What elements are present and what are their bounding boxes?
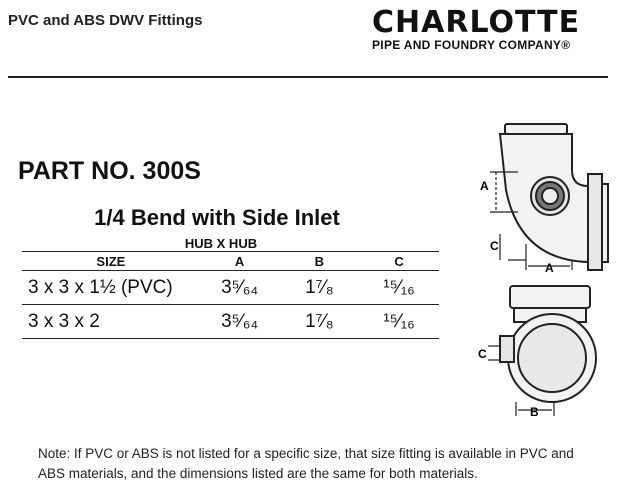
dim-label-a-horizontal: A [545,261,554,275]
hub-label: HUB X HUB [184,236,258,251]
cell-size: 3 x 3 x 1½ (PVC) [22,271,200,305]
dim-label-a-vertical: A [480,179,489,193]
cell-b: 1⁷⁄₈ [279,305,359,339]
fitting-title: 1/4 Bend with Side Inlet [94,205,340,230]
dim-label-c-top: C [490,239,499,253]
part-number: PART NO. 300S [18,157,201,185]
fitting-diagram [460,110,625,425]
dim-label-c-bottom: C [478,347,487,361]
side-view-drawing [500,286,596,402]
header-divider [8,76,608,78]
header-size: SIZE [22,252,200,271]
table-row [22,305,439,339]
materials-note: Note: If PVC or ABS is not listed for a specific size, that size fitting is available in PVC and ABS materials, and the dimensions listed are the same for both materials. [38,446,574,481]
cell-c: ¹⁵⁄₁₆ [359,271,439,305]
header-c: C [359,252,439,271]
brand-subtitle: PIPE AND FOUNDRY COMPANY® [372,38,571,52]
dimensions-table [22,251,439,339]
cell-b: 1⁷⁄₈ [279,271,359,305]
table-header-row [22,252,439,271]
elbow-drawing [500,124,608,270]
cell-c: ¹⁵⁄₁₆ [359,305,439,339]
dim-label-b: B [530,405,539,419]
brand-name: CHARLOTTE [372,5,581,40]
page-header-title: PVC and ABS DWV Fittings [8,12,203,29]
cell-a: 3⁵⁄₆₄ [200,305,280,339]
header-b: B [279,252,359,271]
header-a: A [200,252,280,271]
brand-logo [372,6,612,52]
table-row [22,271,439,305]
cell-a: 3⁵⁄₆₄ [200,271,280,305]
cell-size: 3 x 3 x 2 [22,305,200,339]
